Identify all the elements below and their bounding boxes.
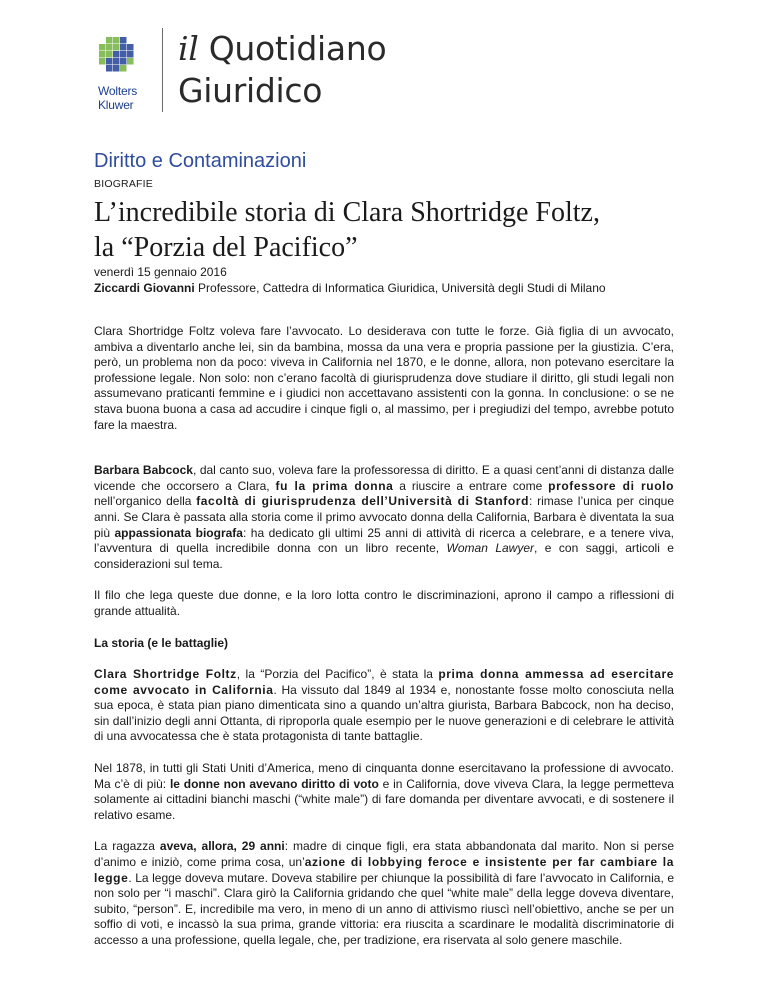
logo-line-wolters: Wolters bbox=[98, 84, 138, 98]
logo-cell bbox=[120, 37, 127, 44]
logo-cell bbox=[113, 58, 120, 65]
logo-cell bbox=[113, 44, 120, 51]
subheading bbox=[94, 636, 674, 652]
paragraph-4 bbox=[94, 667, 674, 745]
logo-cell bbox=[106, 65, 113, 72]
bold-text: facoltà di giurisprudenza dell’Università di Stanford bbox=[196, 494, 530, 509]
logo-cell bbox=[120, 58, 127, 65]
wolters-kluwer-logo-icon bbox=[94, 34, 156, 80]
bold-text: le donne non avevano diritto di voto bbox=[169, 776, 379, 791]
brand-il: il bbox=[178, 29, 199, 68]
article-meta bbox=[94, 265, 674, 296]
logo-cell bbox=[120, 44, 127, 51]
text: , e con saggi, articoli e considerazioni sul tema. bbox=[94, 541, 674, 571]
brand-word-quotidiano: Quotidiano bbox=[208, 29, 387, 68]
logo-cell bbox=[106, 44, 113, 51]
bold-text: fu la prima donna bbox=[275, 478, 394, 493]
text: : madre di cinque figli, era stata abbandonata dal marito. Non si perse d’animo e iniziò, come prima cosa, un’ bbox=[94, 839, 674, 870]
bold-text: Barbara Babcock bbox=[94, 463, 193, 478]
author-name: Ziccardi Giovanni bbox=[94, 280, 195, 295]
paragraph-1: Clara Shortridge Foltz voleva fare l’avvocato. Lo desiderava con tutte le forze. Già figlia di un avvocato, ambiva a diventarlo anche lei, sin da bambina, mossa da una vera e propria passione per la giustizia. C’era, però, un problema non da poco: viveva in California nel 1870, e le donne, allora, non potevano esercitare la professione legale. Non solo: non c’erano facoltà di giurisprudenza dove studiare il diritto, gli studi legali non assumevano praticanti femmine e i giudici non accettavano assistenti con la gonna. In conclusione: o se ne stava buona buona a casa ad accudire i cinque figli o, al massimo, per i pregiudizi del tempo, avrebbe potuto fare la maestra. bbox=[94, 324, 674, 432]
logo-line-kluwer: Kluwer bbox=[98, 98, 134, 112]
logo-wordmark bbox=[98, 84, 137, 112]
text: Nel 1878, in tutti gli Stati Uniti d’America, meno di cinquanta donne esercitavano la professione di avvocato. Ma c’è di più: bbox=[94, 761, 674, 791]
text: e in California, dove viveva Clara, la legge permetteva solamente ai cittadini bianchi maschi (“white male”) di fare domanda per diventare avvocati, e di sostenere il relativo esame. bbox=[94, 776, 674, 822]
section-title[interactable]: Diritto e Contaminazioni bbox=[94, 150, 307, 172]
logo-cell bbox=[120, 51, 127, 58]
article-body bbox=[94, 324, 674, 965]
logo-cell bbox=[127, 51, 134, 58]
category-kicker: BIOGRAFIE bbox=[94, 178, 153, 190]
text: . Ha vissuto dal 1849 al 1934 e, nonostante fosse molto conosciuta nella sua epoca, è stata pian piano dimenticata sino a quando un’altra giurista, Barbara Babcock, non ha deciso, sin dall’inizio degli anni Ottanta, di riproporla quale esempio per le nuove generazioni e di celebrare le attività di una avvocatessa che è stata protagonista di tante battaglie. bbox=[94, 682, 674, 744]
brand-title[interactable] bbox=[178, 28, 386, 112]
text: La ragazza bbox=[94, 839, 160, 854]
title-line-2: la “Porzia del Pacifico” bbox=[94, 232, 358, 263]
paragraph-6 bbox=[94, 839, 674, 948]
text: : ha dedicato gli ultimi 25 anni di attività di ricerca a celebrare, e a tenere viva, l’avventura di quella incredibile donna con un libro recente, bbox=[94, 525, 674, 556]
logo-cell bbox=[99, 44, 106, 51]
logo-cell bbox=[113, 65, 120, 72]
text: , dal canto suo, voleva fare la professoressa di diritto. E a quasi cent’anni di distanza dalle vicende che occorsero a Clara, bbox=[94, 463, 675, 493]
bold-text: professore di ruolo bbox=[548, 478, 674, 493]
logo-cell bbox=[99, 58, 106, 65]
logo-cell bbox=[106, 37, 113, 44]
brand-word-giuridico: Giuridico bbox=[178, 71, 323, 110]
bold-text: Clara Shortridge Foltz bbox=[94, 667, 237, 682]
bold-text: aveva, allora, 29 anni bbox=[159, 839, 285, 854]
text: nell’organico della bbox=[94, 494, 197, 509]
logo-cell bbox=[106, 51, 113, 58]
logo-cell bbox=[106, 58, 113, 65]
text: : rimase l’unica per cinque anni. Se Clara è passata alla storia come il primo avvocato donna della California, Barbara è diventata la sua più bbox=[94, 494, 674, 540]
logo-cell bbox=[113, 37, 120, 44]
text: , la “Porzia del Pacifico”, è stata la bbox=[236, 667, 439, 682]
article-title bbox=[94, 195, 694, 265]
logo-cell bbox=[120, 65, 127, 72]
paragraph-5 bbox=[94, 761, 674, 823]
text: a riuscire a entrare come bbox=[393, 478, 549, 493]
article-date: venerdì 15 gennaio 2016 bbox=[94, 265, 227, 279]
title-line-1: L’incredibile storia di Clara Shortridge Foltz, bbox=[94, 197, 600, 228]
paragraph-2 bbox=[94, 463, 674, 572]
bold-text: prima donna ammessa ad esercitare come avvocato in California bbox=[94, 667, 675, 697]
bold-text: azione di lobbying feroce e insistente per far cambiare la legge bbox=[94, 855, 674, 885]
logo-cell bbox=[113, 51, 120, 58]
logo-cell bbox=[99, 51, 106, 58]
subheading-text: La storia (e le battaglie) bbox=[94, 635, 229, 650]
paragraph-3: Il filo che lega queste due donne, e la loro lotta contro le discriminazioni, aprono il campo a riflessioni di grande attualità. bbox=[94, 588, 674, 618]
bold-text: appassionata biografa bbox=[114, 525, 243, 540]
logo-cell bbox=[127, 58, 134, 65]
text: . La legge doveva mutare. Doveva stabilire per chiunque la possibilità di fare l’avvocato in California, e non solo per “i maschi”. Clara girò la California gridando che quel “white male” della legge doveva diventare, subito, “person”. E, incredibile ma vero, in meno di un anno di attivismo riuscì nell’obiettivo, anche se per un soffio di voti, e incassò la sua prima, grande vittoria: era riuscita a scardinare le modalità discriminatorie di accesso a una professione, quella legale, che, per tradizione, era riservata al solo genere maschile. bbox=[94, 870, 674, 947]
author-role: Professore, Cattedra di Informatica Giuridica, Università degli Studi di Milano bbox=[198, 280, 606, 295]
masthead bbox=[94, 26, 514, 118]
logo-cell bbox=[127, 44, 134, 51]
header-divider bbox=[162, 28, 163, 112]
book-title: Woman Lawyer bbox=[446, 541, 535, 556]
